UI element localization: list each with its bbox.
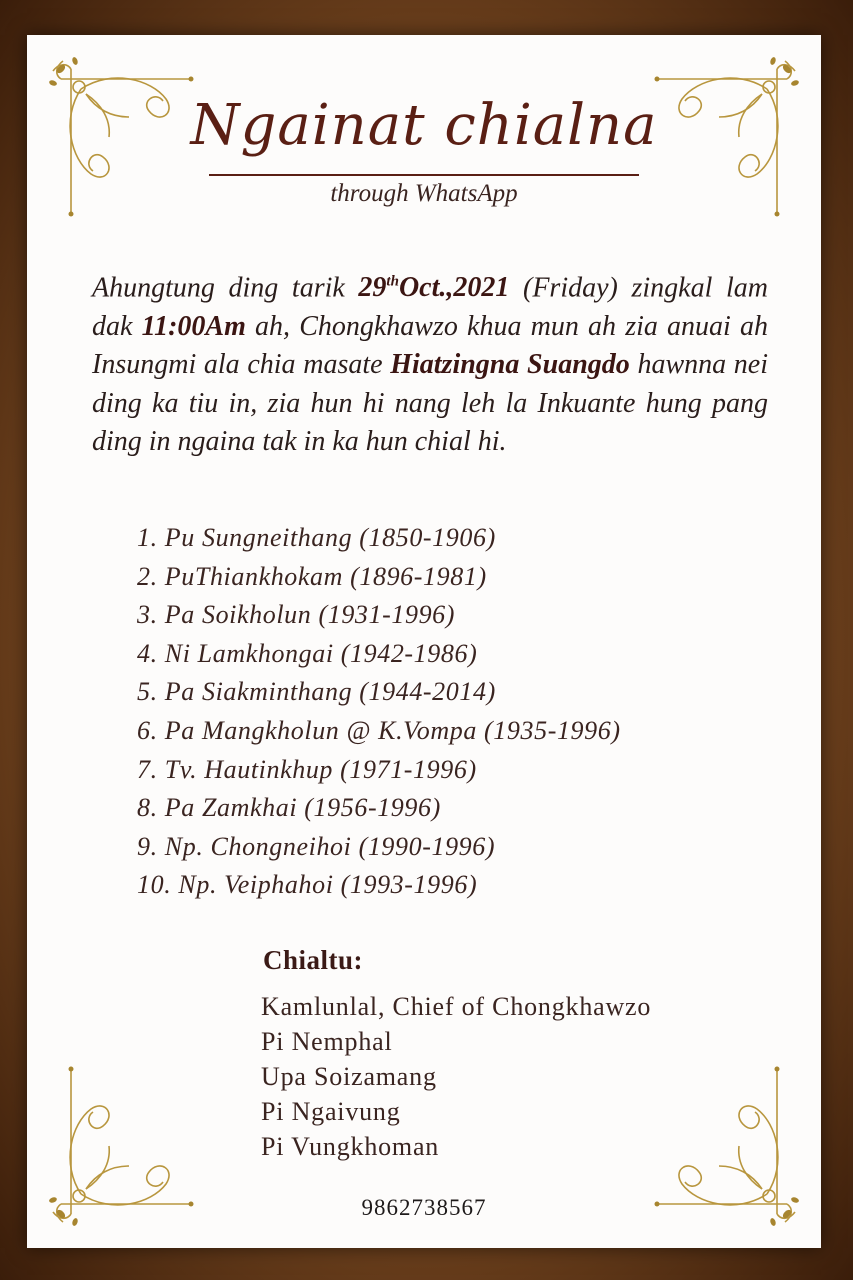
body-text-3: ah, Chongkhawzo khua mun ah zia anuai ah Insungmi ala chia masate <box>92 310 768 381</box>
phone-number: 9862738567 <box>361 1195 487 1220</box>
invitation-card <box>27 35 821 1248</box>
deceased-list <box>137 519 621 905</box>
list-item: 6. Pa Mangkholun @ K.Vompa (1935-1996) <box>137 715 621 745</box>
chialtu-list <box>261 989 651 1164</box>
list-item: Upa Soizamang <box>261 1062 437 1091</box>
date-suffix: th <box>386 274 399 290</box>
list-item: Pi Ngaivung <box>261 1097 401 1126</box>
title-underline <box>209 174 639 176</box>
list-item: 2. PuThiankhokam (1896-1981) <box>137 561 487 591</box>
invitation-paragraph <box>92 263 768 462</box>
list-item: 3. Pa Soikholun (1931-1996) <box>137 600 456 630</box>
list-item: 5. Pa Siakminthang (1944-2014) <box>137 677 496 707</box>
date-day: 29 <box>358 272 387 304</box>
page-subtitle: through WhatsApp <box>330 180 518 207</box>
event-time: 11:00Am <box>141 310 246 342</box>
chialtu-heading: Chialtu: <box>263 945 364 975</box>
list-item: 7. Tv. Hautinkhup (1971-1996) <box>137 754 477 784</box>
event-name: Hiatzingna Suangdo <box>390 349 630 381</box>
list-item: Kamlunlal, Chief of Chongkhawzo <box>261 992 652 1021</box>
list-item: Pi Vungkhoman <box>261 1132 440 1161</box>
list-item: 9. Np. Chongneihoi (1990-1996) <box>137 831 496 861</box>
page-title: Ngainat chialna <box>190 93 658 158</box>
list-item: 8. Pa Zamkhai (1956-1996) <box>137 793 441 823</box>
list-item: 1. Pu Sungneithang (1850-1906) <box>137 523 496 552</box>
list-item: 4. Ni Lamkhongai (1942-1986) <box>137 638 478 668</box>
body-text-4: hawnna nei ding ka tiu in, zia hun hi nang leh la Inkuante hung pang ding in ngaina tak in ka hun chial hi. <box>92 349 768 458</box>
body-text-1: Ahungtung ding tarik <box>92 272 359 304</box>
list-item: 10. Np. Veiphahoi (1993-1996) <box>137 870 478 900</box>
date-rest: Oct.,2021 <box>398 272 510 304</box>
list-item: Pi Nemphal <box>261 1027 393 1056</box>
body-text-2: (Friday) zingkal lam dak <box>92 272 768 342</box>
